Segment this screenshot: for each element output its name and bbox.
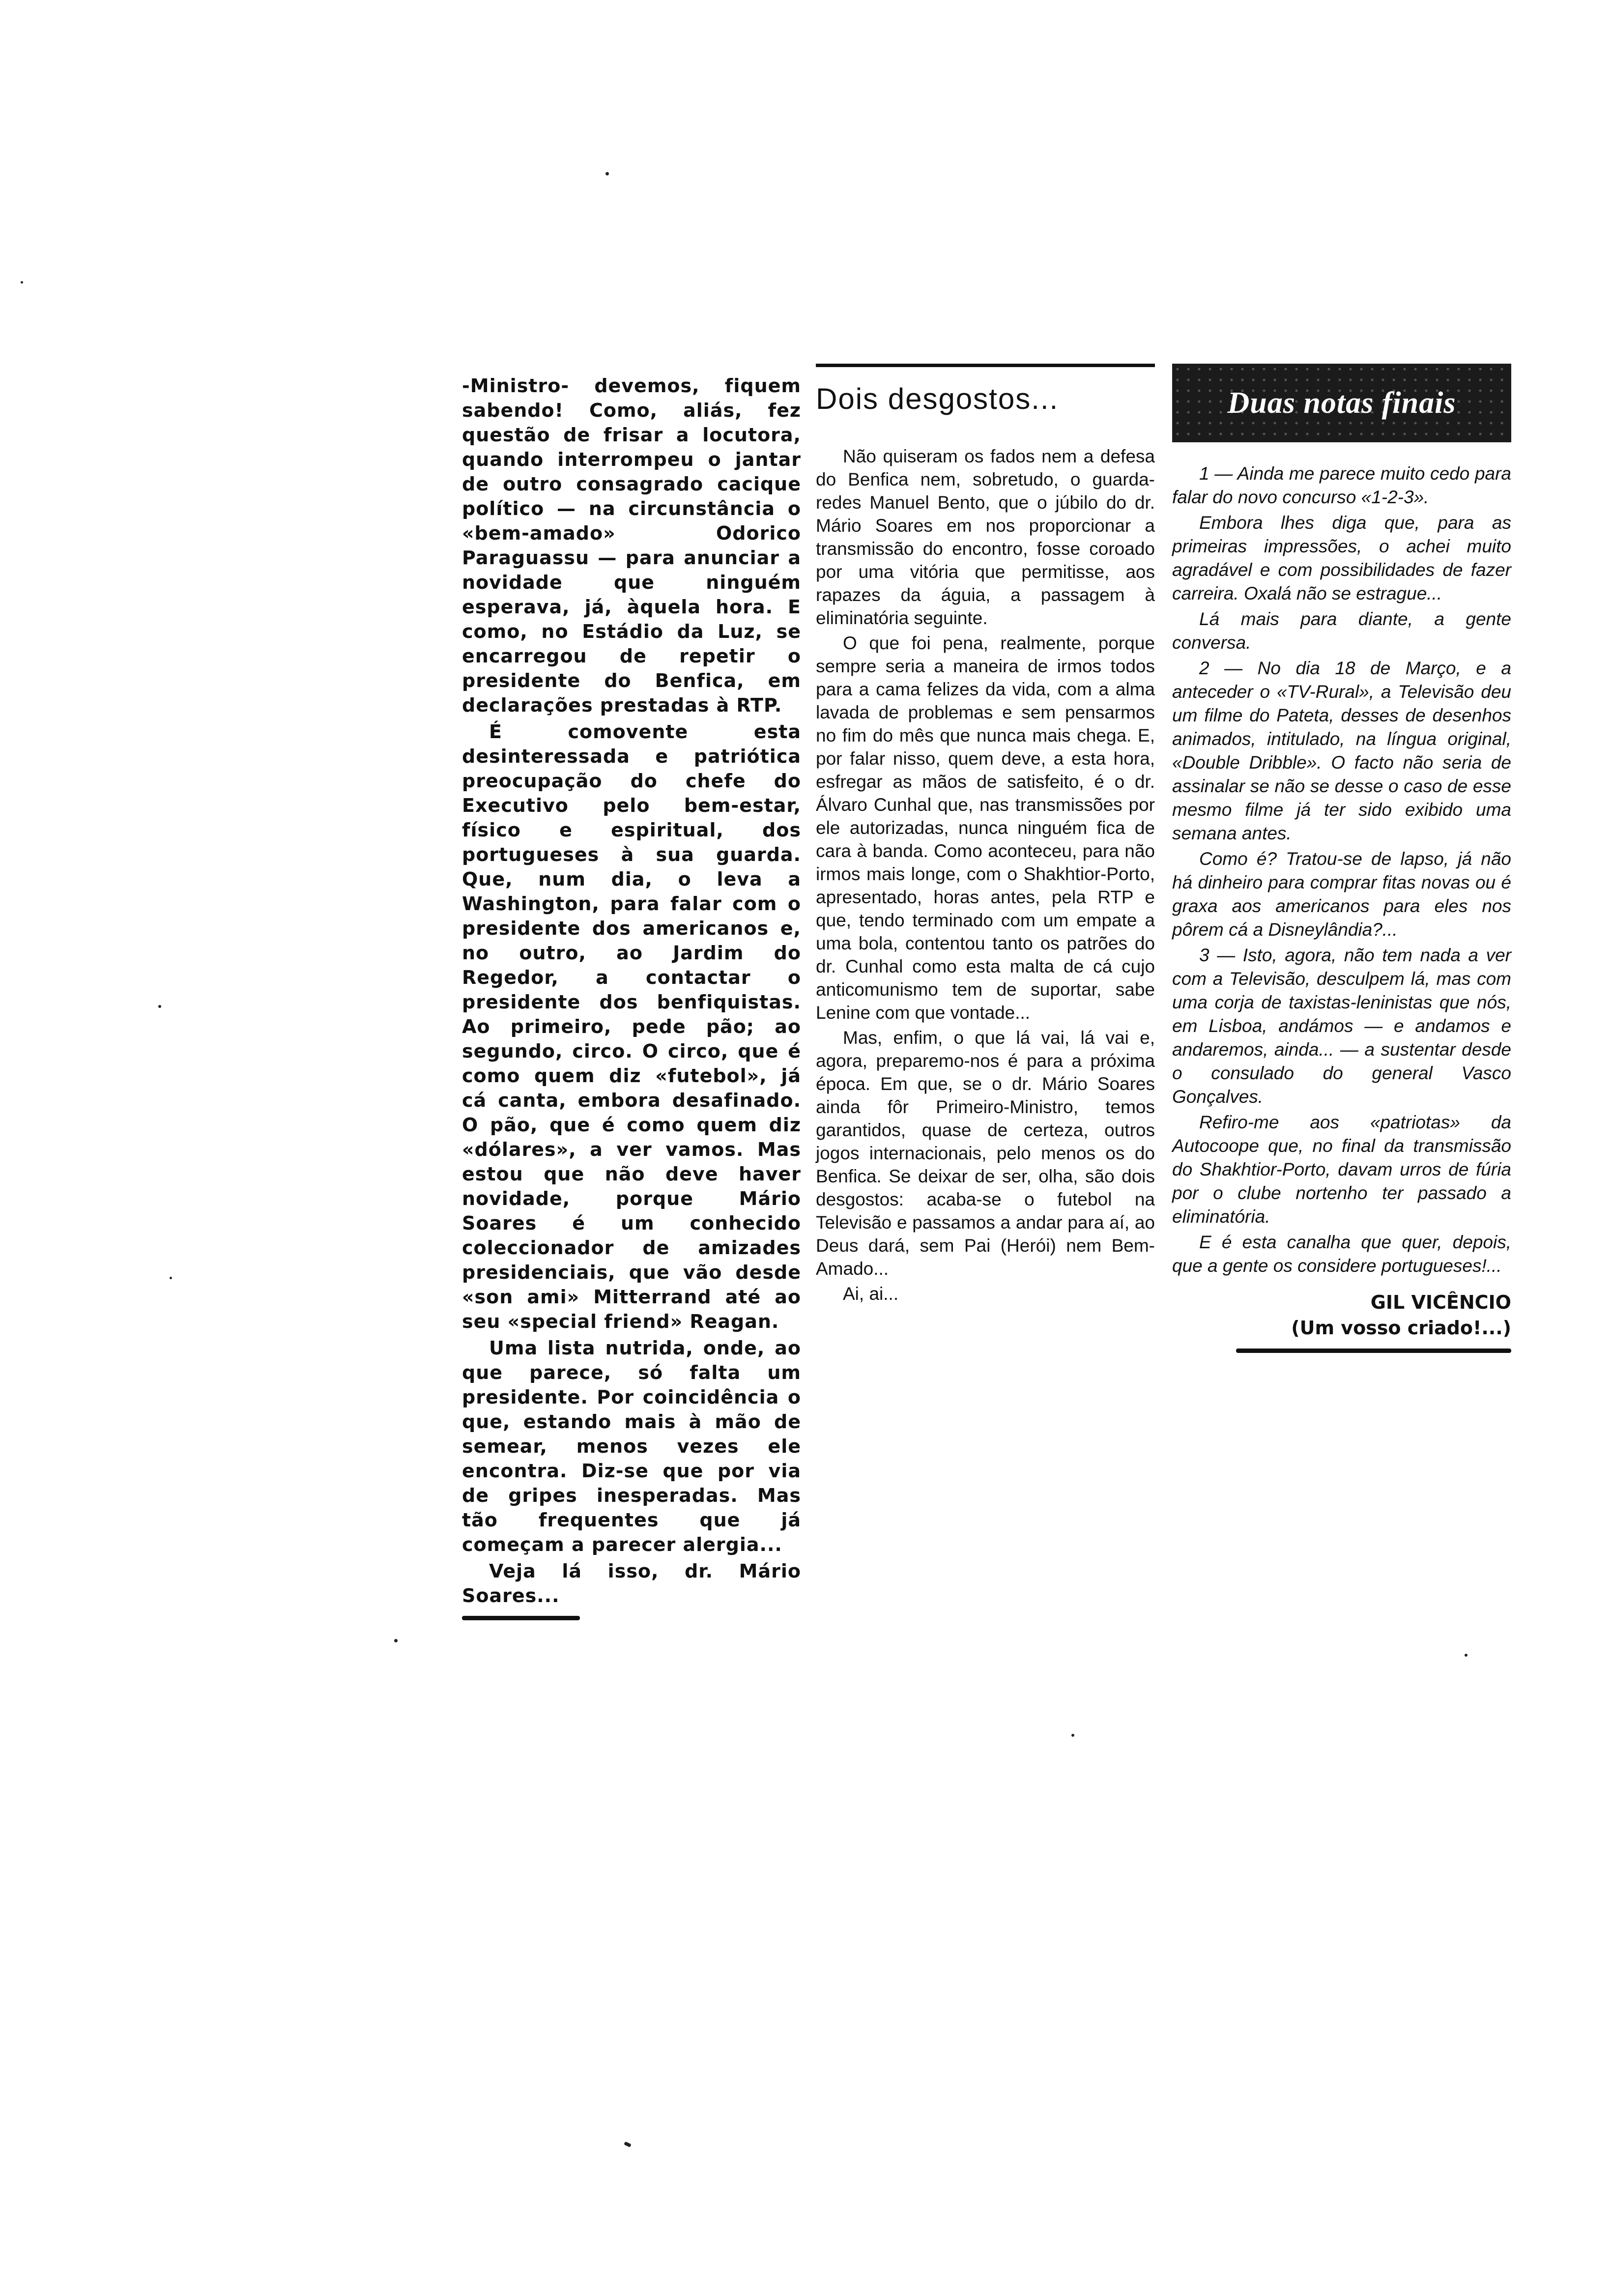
speck bbox=[21, 281, 23, 284]
column-1 bbox=[462, 373, 801, 1620]
author-name: GIL VICÊNCIO bbox=[1370, 1292, 1511, 1313]
paragraph: -Ministro- devemos, fiquem sabendo! Como, aliás, fez questão de frisar a locutora, quando interrompeu o jantar de outro consagrado cacique político — na circunstância o «bem-amado» Odorico Paraguassu — para anunciar a novidade que ninguém esperava, já, àquela hora. E como, no Estádio da Luz, se encarregou de repetir o presidente do Benfica, em declarações prestadas à RTP. bbox=[462, 375, 801, 716]
speck bbox=[158, 1005, 161, 1008]
speck bbox=[1071, 1734, 1074, 1737]
column-2 bbox=[816, 364, 1155, 1305]
paragraph: É comovente esta desinteressada e patriótica preocupação do chefe do Executivo pelo bem-estar, físico e espiritual, dos portugueses à sua guarda. Que, num dia, o leva a Washington, para falar com o presidente dos americanos e, no outro, ao Jardim do Regedor, a contactar o presidente dos benfiquistas. Ao primeiro, pede pão; ao segundo, circo. O circo, que é como quem diz «futebol», já cá canta, embora desafinado. O pão, que é como quem diz «dólares», a ver vamos. Mas estou que não deve haver novidade, porque Mário Soares é um conhecido coleccionador de amizades presidenciais, que vão desde «son ami» Mitterrand até ao seu «special friend» Reagan. bbox=[462, 721, 801, 1332]
paragraph: 1 — Ainda me parece muito cedo para falar do novo concurso «1-2-3». bbox=[1172, 463, 1511, 507]
paragraph: Uma lista nutrida, onde, ao que parece, só falta um presidente. Por coincidência o que, estando mais à mão de semear, menos vezes ele encontra. Diz-se que por via de gripes inesperadas. Mas tão frequentes que já começam a parecer alergia... bbox=[462, 1337, 801, 1555]
column-end-rule bbox=[462, 1616, 580, 1620]
section-banner: Duas notas finais bbox=[1172, 364, 1511, 442]
speck bbox=[624, 2141, 632, 2147]
paragraph: 3 — Isto, agora, não tem nada a ver com a Televisão, desculpem lá, mas com uma corja de taxistas-leninistas que nós, em Lisboa, andámos — e andamos e andaremos, ainda... — a sustentar desde o consulado do general Vasco Gonçalves. bbox=[1172, 945, 1511, 1107]
speck bbox=[394, 1639, 398, 1642]
section-rule bbox=[816, 364, 1155, 367]
paragraph: O que foi pena, realmente, porque sempre seria a maneira de irmos todos para a cama felizes da vida, com a alma lavada de problemas e sem pensarmos no fim do mês que nunca mais chega. E, por falar nisso, quem deve, a esta hora, esfregar as mãos de satisfeito, é o dr. Álvaro Cunhal que, nas transmissões por ele autorizadas, nunca ninguém fica de cara à banda. Como aconteceu, para não irmos mais longe, com o Shakhtior-Porto, apresentado, horas antes, pela RTP e que, tendo terminado com um empate a uma bola, contentou tanto os patrões do dr. Cunhal como esta malta de cá cujo anticomunismo tem de suportar, sabe Lenine com que vontade... bbox=[816, 633, 1155, 1023]
paragraph: Como é? Tratou-se de lapso, já não há dinheiro para comprar fitas novas ou é graxa aos americanos para eles nos pôrem cá a Disneylândia?... bbox=[1172, 849, 1511, 940]
speck bbox=[170, 1277, 172, 1279]
paragraph: Mas, enfim, o que lá vai, lá vai e, agora, preparemo-nos é para a próxima época. Em que, se o dr. Mário Soares ainda fôr Primeiro-Ministro, temos garantidos, quase de certeza, outros jogos internacionais, pelo menos os do Benfica. Se deixar de ser, olha, são dois desgostos: acaba-se o futebol na Televisão e passamos a andar para aí, ao Deus dará, sem Pai (Herói) nem Bem-Amado... bbox=[816, 1028, 1155, 1279]
author-signature bbox=[1172, 1290, 1511, 1341]
paragraph: E é esta canalha que quer, depois, que a gente os considere portugueses!... bbox=[1172, 1232, 1511, 1276]
paragraph: Não quiseram os fados nem a defesa do Benfica nem, sobretudo, o guarda-redes Manuel Bento, que o júbilo do dr. Mário Soares em nos proporcionar a transmissão do encontro, fosse coroado por uma vitória que permitisse, aos rapazes da águia, a passagem à eliminatória seguinte. bbox=[816, 446, 1155, 628]
paragraph: Lá mais para diante, a gente conversa. bbox=[1172, 609, 1511, 653]
speck bbox=[1465, 1654, 1468, 1657]
paragraph: Refiro-me aos «patriotas» da Autocoope que, no final da transmissão do Shakhtior-Porto, davam urros de fúria por o clube nortenho ter passado a eliminatória. bbox=[1172, 1112, 1511, 1227]
paragraph: 2 — No dia 18 de Março, e a anteceder o «TV-Rural», a Televisão deu um filme do Pateta, desses de desenhos animados, intitulado, na língua original, «Double Dribble». O facto não seria de assinalar se não se desse o caso de esse mesmo filme já ter sido exibido uma semana antes. bbox=[1172, 658, 1511, 843]
paragraph: Embora lhes diga que, para as primeiras impressões, o achei muito agradável e com possibilidades de fazer carreira. Oxalá não se estrague... bbox=[1172, 513, 1511, 603]
column-3 bbox=[1172, 364, 1511, 1353]
column-end-rule bbox=[1236, 1349, 1511, 1353]
section-title: Dois desgostos... bbox=[816, 382, 1059, 415]
paragraph: Veja lá isso, dr. Mário Soares... bbox=[462, 1560, 801, 1607]
author-tagline: (Um vosso criado!...) bbox=[1291, 1317, 1511, 1339]
speck bbox=[605, 172, 609, 175]
paragraph: Ai, ai... bbox=[843, 1284, 899, 1304]
